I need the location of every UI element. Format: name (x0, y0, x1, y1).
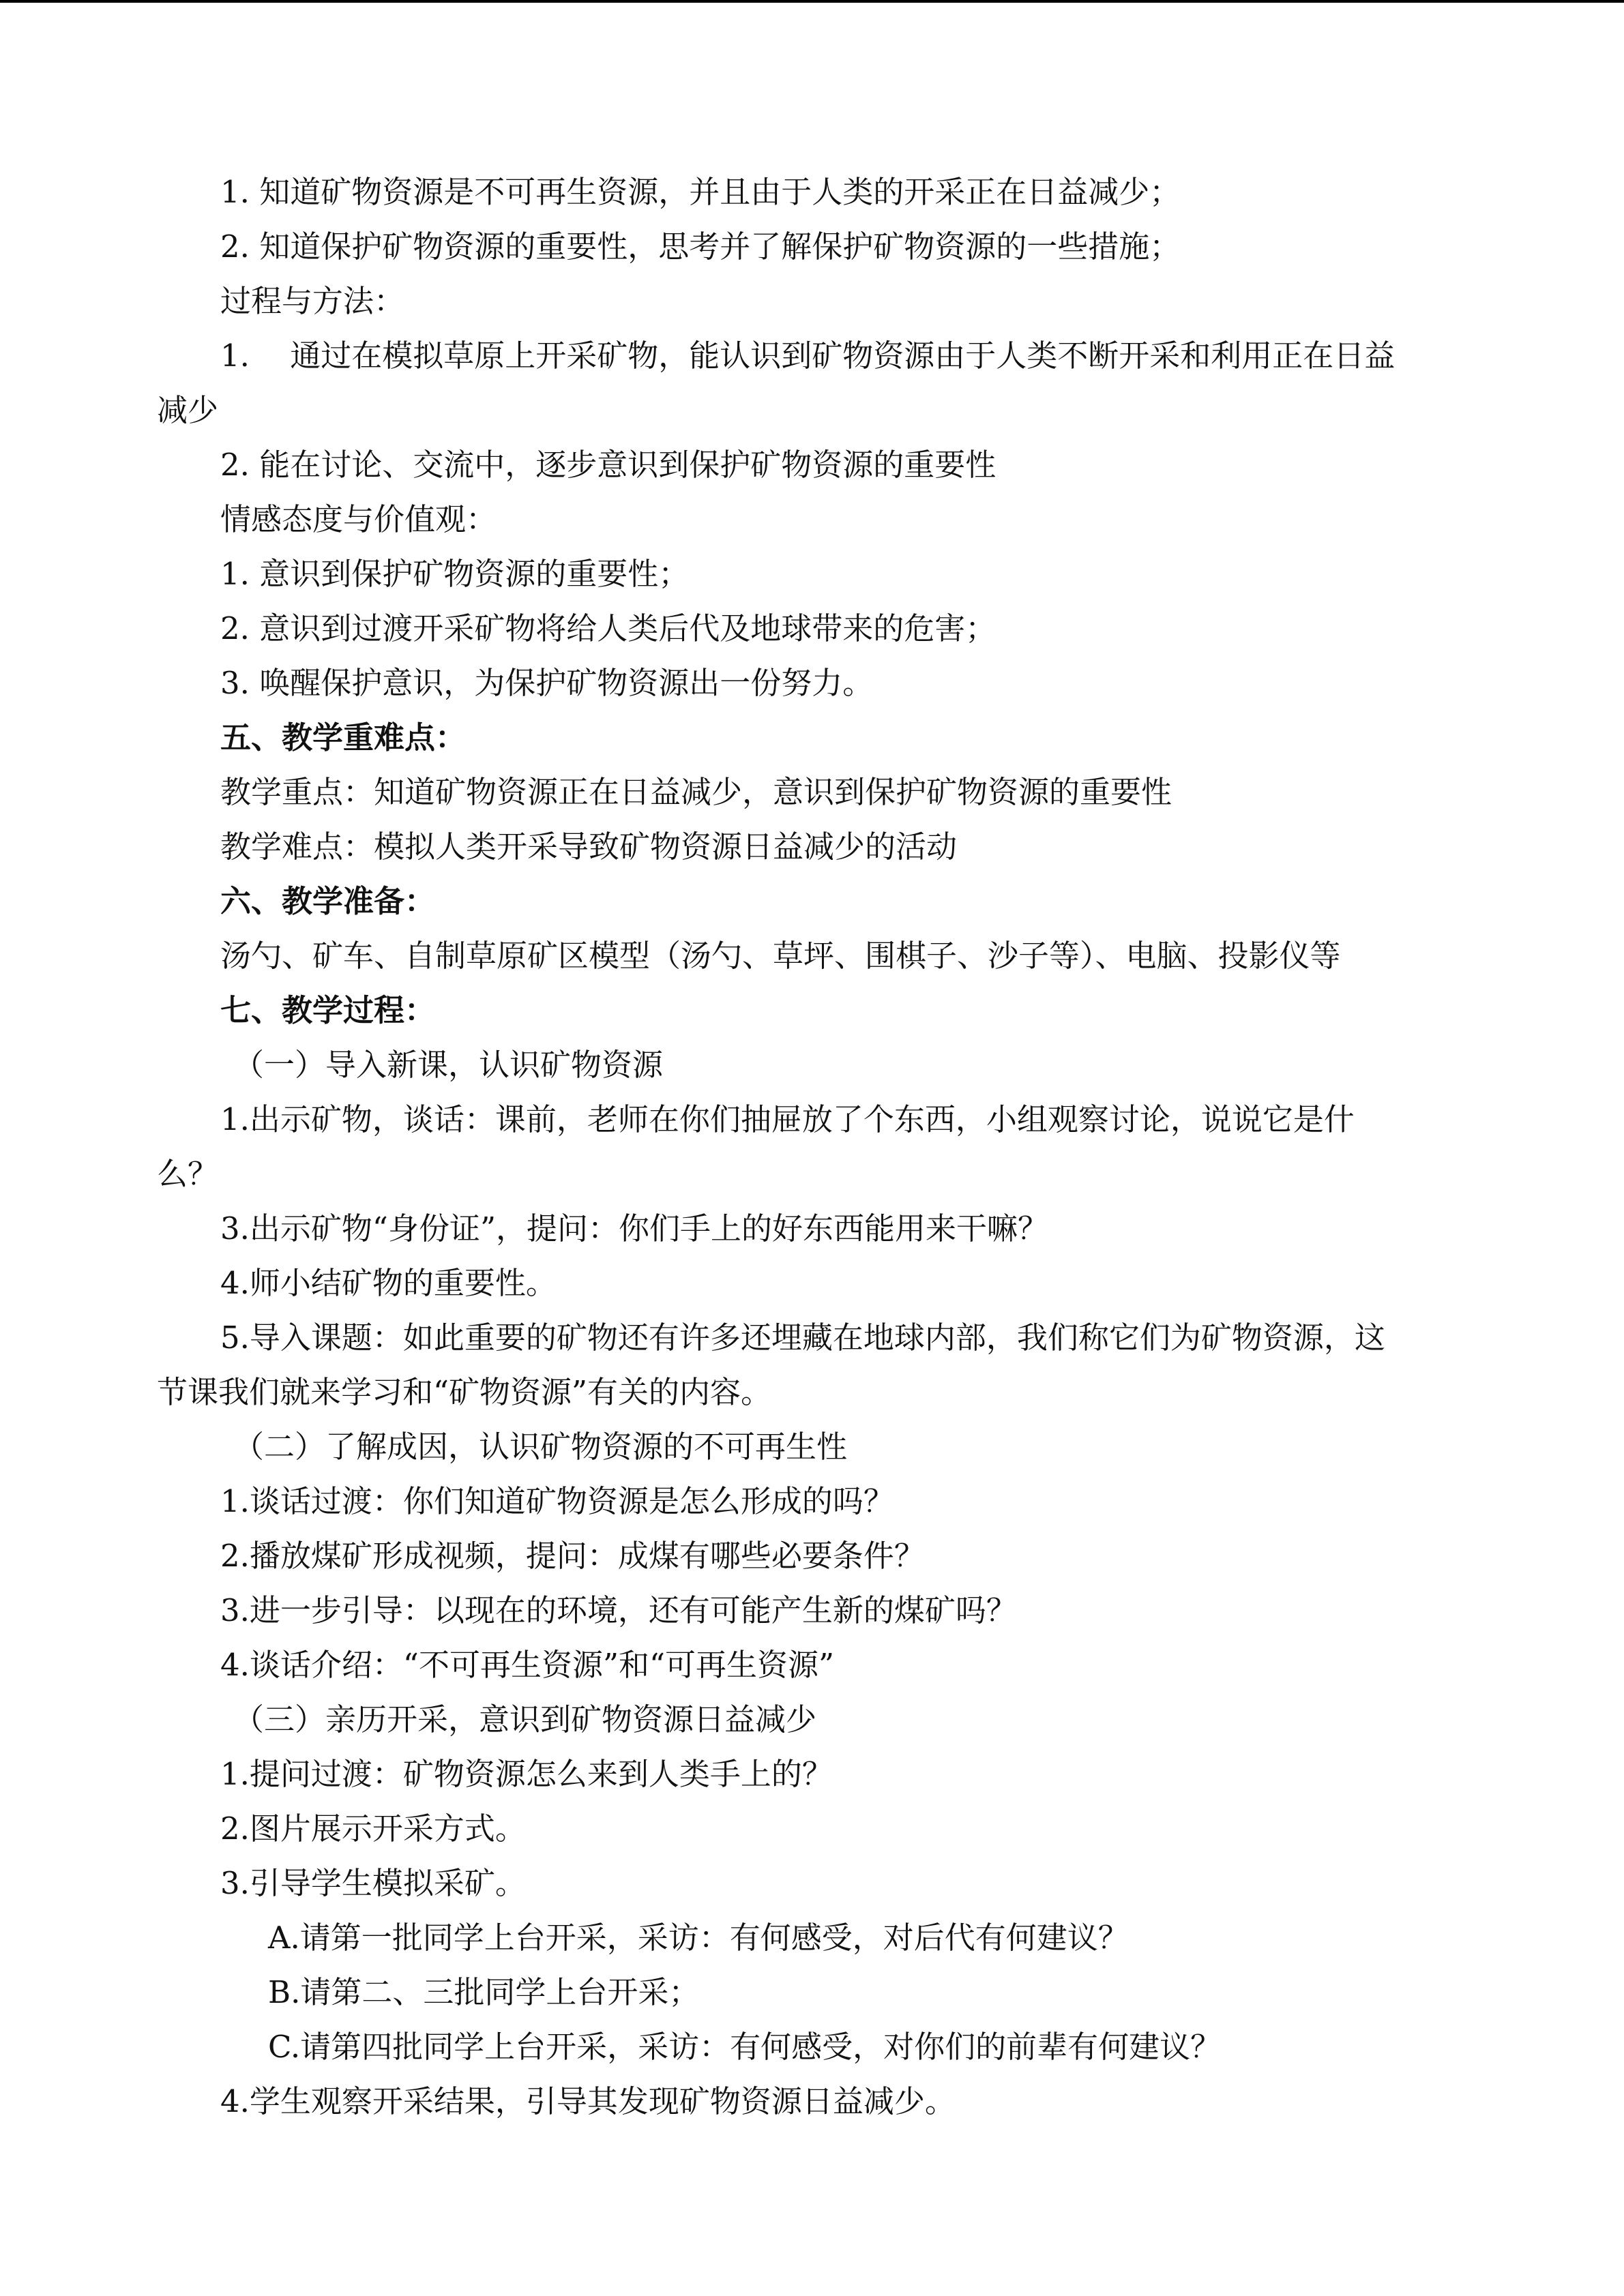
section-heading-preparation: 六、教学准备： (220, 883, 436, 919)
step-2-3: 3.进一步引导：以现在的环境，还有可能产生新的煤矿吗？ (220, 1592, 1017, 1628)
emotion-values-heading: 情感态度与价值观： (220, 501, 497, 537)
step-1-1-continued: 么？ (157, 1156, 219, 1192)
teaching-focus: 教学重点：知道矿物资源正在日益减少，意识到保护矿物资源的重要性 (220, 774, 1172, 810)
step-3-4: 4.学生观察开采结果，引导其发现矿物资源日益减少。 (220, 2083, 956, 2119)
subsection-1-heading: （一）导入新课，认识矿物资源 (233, 1047, 664, 1083)
teaching-difficulty: 教学难点：模拟人类开采导致矿物资源日益减少的活动 (220, 829, 958, 865)
document-body (157, 165, 1473, 2129)
step-3-3-c: C.请第四批同学上台开采，采访：有何感受，对你们的前辈有何建议？ (268, 2029, 1222, 2065)
step-2-2: 2.播放煤矿形成视频，提问：成煤有哪些必要条件？ (220, 1538, 925, 1574)
step-3-3-b: B.请第二、三批同学上台开采； (268, 1974, 700, 2010)
emotion-values-2: 2. 意识到过渡开采矿物将给人类后代及地球带来的危害； (220, 610, 996, 646)
step-1-4: 4.师小结矿物的重要性。 (220, 1265, 557, 1301)
objective-knowledge-1: 1. 知道矿物资源是不可再生资源，并且由于人类的开采正在日益减少； (220, 174, 1181, 210)
section-heading-key-points: 五、教学重难点： (220, 719, 467, 756)
process-method-2: 2. 能在讨论、交流中，逐步意识到保护矿物资源的重要性 (220, 447, 996, 483)
step-3-2: 2.图片展示开采方式。 (220, 1810, 526, 1847)
emotion-values-3: 3. 唤醒保护意识，为保护矿物资源出一份努力。 (220, 665, 874, 701)
preparation-materials: 汤勺、矿车、自制草原矿区模型（汤勺、草坪、围棋子、沙子等）、电脑、投影仪等 (220, 938, 1341, 974)
section-heading-process: 七、教学过程： (220, 992, 436, 1028)
step-2-1: 1.谈话过渡：你们知道矿物资源是怎么形成的吗？ (220, 1483, 894, 1519)
step-3-3-a: A.请第一批同学上台开采，采访：有何感受，对后代有何建议？ (268, 1920, 1129, 1956)
step-1-5-continued: 节课我们就来学习和“矿物资源”有关的内容。 (157, 1374, 772, 1410)
step-1-5: 5.导入课题：如此重要的矿物还有许多还埋藏在地球内部，我们称它们为矿物资源，这 (220, 1320, 1385, 1356)
page-top-border (0, 0, 1624, 3)
process-method-heading: 过程与方法： (220, 283, 405, 319)
step-1-3: 3.出示矿物“身份证”，提问：你们手上的好东西能用来干嘛？ (220, 1210, 1048, 1247)
subsection-2-heading: （二）了解成因，认识矿物资源的不可再生性 (233, 1429, 848, 1465)
process-method-1-continued: 减少 (157, 392, 219, 428)
step-2-4: 4.谈话介绍：“不可再生资源”和“可再生资源” (220, 1647, 834, 1683)
step-1-1: 1.出示矿物，谈话：课前，老师在你们抽屉放了个东西，小组观察讨论，说说它是什 (220, 1101, 1355, 1137)
step-3-3: 3.引导学生模拟采矿。 (220, 1865, 526, 1901)
emotion-values-1: 1. 意识到保护矿物资源的重要性； (220, 556, 690, 592)
objective-knowledge-2: 2. 知道保护矿物资源的重要性，思考并了解保护矿物资源的一些措施； (220, 228, 1181, 265)
subsection-3-heading: （三）亲历开采，意识到矿物资源日益减少 (233, 1701, 817, 1738)
step-3-1: 1.提问过渡：矿物资源怎么来到人类手上的？ (220, 1756, 833, 1792)
process-method-1: 1. 通过在模拟草原上开采矿物，能认识到矿物资源由于人类不断开采和利用正在日益 (220, 338, 1396, 374)
